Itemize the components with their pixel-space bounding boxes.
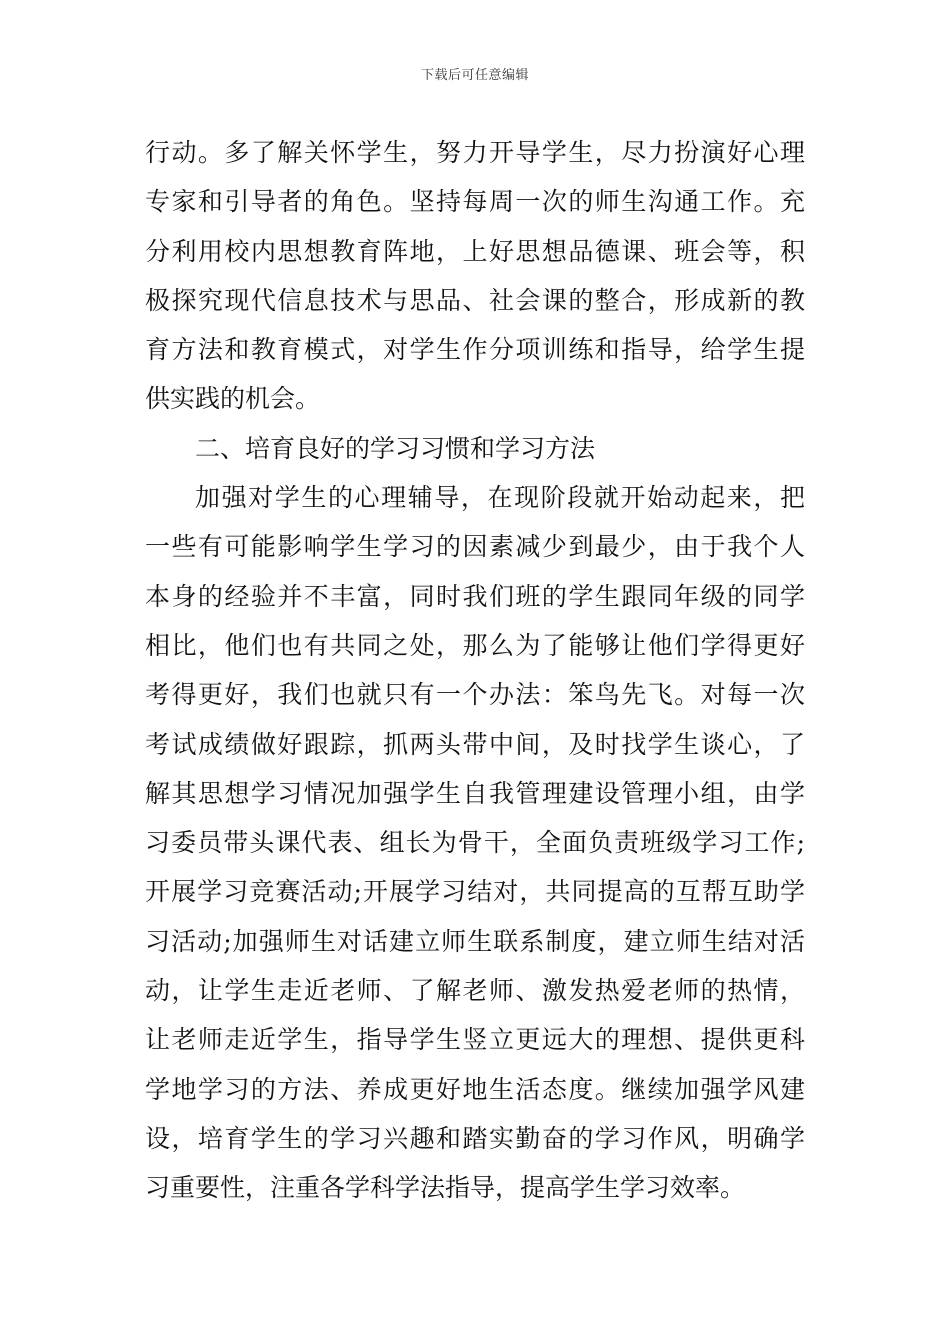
- text-line-15: 习委员带头课代表、组长为骨干，全面负责班级学习工作;: [145, 828, 805, 858]
- text-line-16: 开展学习竞赛活动;开展学习结对，共同提高的互帮互助学: [145, 877, 805, 907]
- text-line-2: 专家和引导者的角色。坚持每周一次的师生沟通工作。充: [145, 187, 805, 217]
- text-line-8: 加强对学生的心理辅导，在现阶段就开始动起来，把: [195, 483, 805, 513]
- text-line-19: 让老师走近学生，指导学生竖立更远大的理想、提供更科: [145, 1025, 805, 1055]
- text-line-11: 相比，他们也有共同之处，那么为了能够让他们学得更好: [145, 630, 805, 660]
- text-line-12: 考得更好，我们也就只有一个办法：笨鸟先飞。对每一次: [145, 680, 805, 710]
- page-header: 下载后可任意编辑: [420, 68, 529, 83]
- document-body: [145, 128, 805, 1213]
- text-line-1: 行动。多了解关怀学生，努力开导学生，尽力扮演好心理: [145, 138, 805, 167]
- text-line-6: 供实践的机会。: [145, 384, 321, 414]
- text-line-5: 育方法和教育模式，对学生作分项训练和指导，给学生提: [145, 335, 805, 365]
- text-line-20: 学地学习的方法、养成更好地生活态度。继续加强学风建: [145, 1074, 805, 1104]
- section-heading: 二、培育良好的学习习惯和学习方法: [195, 433, 596, 463]
- text-line-17: 习活动;加强师生对话建立师生联系制度，建立师生结对活: [145, 926, 805, 956]
- text-line-21: 设，培育学生的学习兴趣和踏实勤奋的学习作风，明确学: [145, 1123, 805, 1153]
- text-line-9: 一些有可能影响学生学习的因素减少到最少，由于我个人: [145, 532, 805, 562]
- text-line-4: 极探究现代信息技术与思品、社会课的整合，形成新的教: [145, 285, 805, 315]
- text-line-13: 考试成绩做好跟踪，抓两头带中间，及时找学生谈心，了: [145, 729, 805, 759]
- text-line-22: 习重要性，注重各学科学法指导，提高学生学习效率。: [145, 1173, 746, 1203]
- text-line-3: 分利用校内思想教育阵地，上好思想品德课、班会等，积: [145, 236, 805, 266]
- text-line-14: 解其思想学习情况加强学生自我管理建设管理小组，由学: [145, 778, 805, 808]
- text-line-10: 本身的经验并不丰富，同时我们班的学生跟同年级的同学: [145, 581, 805, 611]
- text-line-18: 动，让学生走近老师、了解老师、激发热爱老师的热情，: [145, 976, 805, 1006]
